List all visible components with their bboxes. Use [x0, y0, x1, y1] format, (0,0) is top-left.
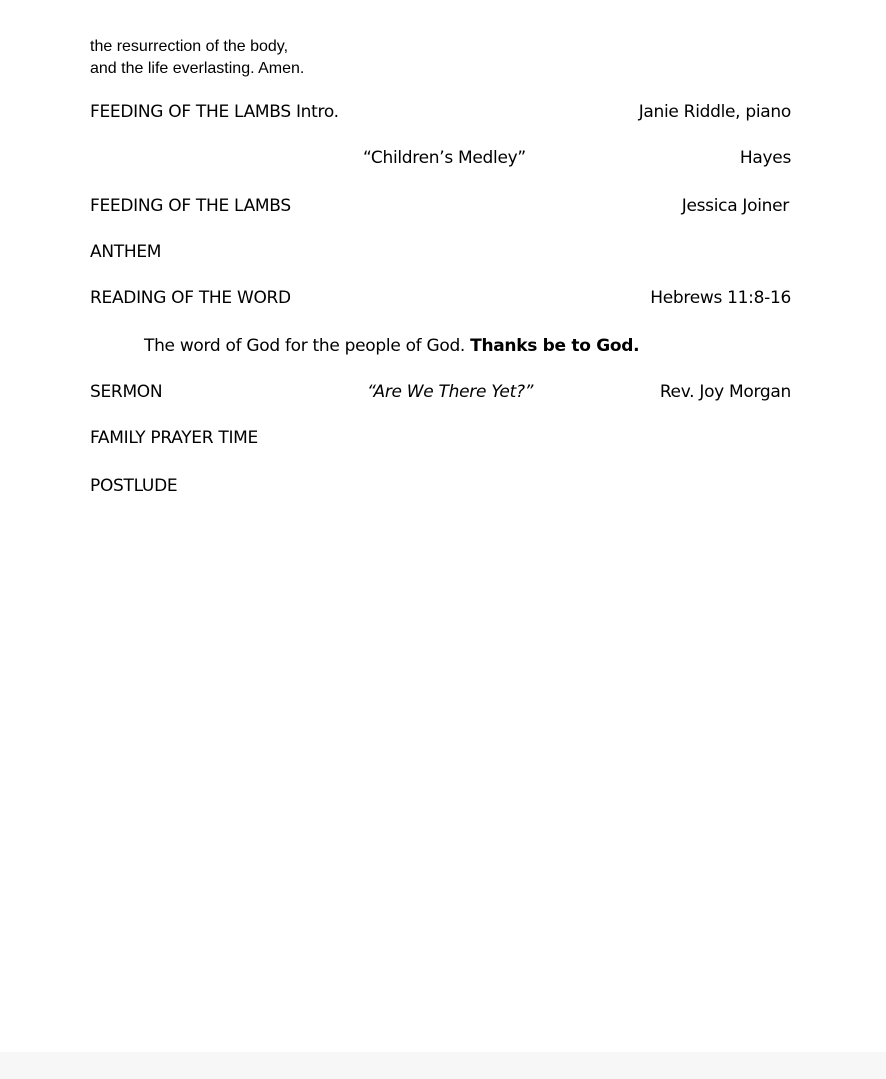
reading-response-answer: Thanks be to God.: [470, 336, 640, 356]
feeding-label: FEEDING OF THE LAMBS: [90, 196, 291, 216]
medley-title: “Children’s Medley”: [363, 148, 526, 168]
anthem-label: ANTHEM: [90, 242, 162, 262]
creed-line: the resurrection of the body,: [90, 38, 289, 55]
postlude-row: [90, 473, 791, 499]
family-prayer-row: [90, 425, 791, 451]
sermon-label: SERMON: [90, 382, 163, 402]
creed-closing: [90, 36, 304, 80]
feeding-leader: Jessica Joiner: [681, 196, 789, 216]
family-prayer-label: FAMILY PRAYER TIME: [90, 428, 258, 448]
feeding-row: [90, 193, 791, 219]
reading-response: [144, 333, 639, 359]
reading-label: READING OF THE WORD: [90, 288, 291, 308]
reading-scripture: Hebrews 11:8-16: [650, 288, 791, 308]
sermon-title: “Are We There Yet?”: [367, 382, 534, 402]
reading-response-lead: The word of God for the people of God.: [144, 336, 466, 356]
postlude-label: POSTLUDE: [90, 476, 178, 496]
page-bottom-edge: [0, 1052, 886, 1079]
feeding-intro-row: [90, 99, 791, 125]
anthem-row: [90, 239, 791, 265]
creed-line: and the life everlasting. Amen.: [90, 60, 305, 77]
feeding-intro-performer: Janie Riddle, piano: [638, 102, 791, 122]
feeding-intro-label: FEEDING OF THE LAMBS Intro.: [90, 102, 339, 122]
medley-composer: Hayes: [739, 148, 791, 168]
sermon-row: [90, 379, 791, 405]
reading-row: [90, 285, 791, 311]
medley-row: [90, 145, 791, 171]
sermon-preacher: Rev. Joy Morgan: [659, 382, 791, 402]
